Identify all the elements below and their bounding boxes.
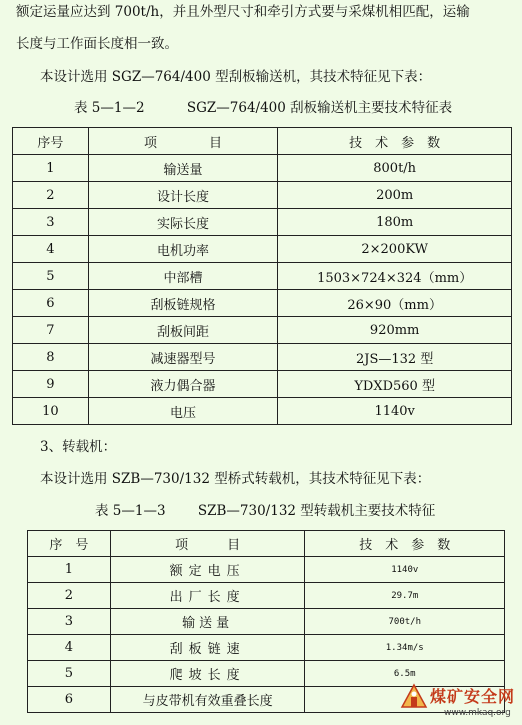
table1 [12,127,512,425]
table-row [13,344,512,371]
row-item: 液力偶合器 [88,371,278,398]
table-row [28,687,505,713]
row-index: 1 [13,155,89,182]
row-item: 与皮带机有效重叠长度 [110,687,305,713]
row-value: 800t/h [278,155,512,182]
row-value: 2JS—132 型 [278,344,512,371]
table-row [13,182,512,209]
row-item: 中部槽 [88,263,278,290]
row-item: 设计长度 [88,182,278,209]
table-row [28,661,505,687]
row-value: 180m [278,209,512,236]
row-value [305,687,505,713]
table-row [13,155,512,182]
table2-header-param: 技 术 参 数 [305,531,505,557]
table1-header-index: 序号 [13,128,89,155]
row-item: 减速器型号 [88,344,278,371]
row-item: 出厂长度 [110,583,305,609]
row-index: 8 [13,344,89,371]
intro-line-3: 本设计选用 SGZ—764/400 型刮板输送机，其技术特征见下表： [40,69,432,85]
row-index: 5 [13,263,89,290]
table-row [28,583,505,609]
table1-header-row [13,128,512,155]
row-value: 1140v [305,557,505,583]
row-index: 4 [13,236,89,263]
table2-header-index: 序 号 [28,531,111,557]
row-value: 1.34m/s [305,635,505,661]
table-row [13,290,512,317]
row-value: 6.5m [305,661,505,687]
row-item: 输送量 [88,155,278,182]
row-value: 26×90（mm） [278,290,512,317]
row-item: 刮板链规格 [88,290,278,317]
row-index: 6 [28,687,111,713]
row-value: 200m [278,182,512,209]
section3-heading: 3、转载机： [40,439,117,455]
row-item: 实际长度 [88,209,278,236]
row-value: 920mm [278,317,512,344]
row-index: 2 [28,583,111,609]
row-index: 3 [28,609,111,635]
row-index: 2 [13,182,89,209]
row-item: 刮板链速 [110,635,305,661]
table1-caption-title: SGZ—764/400 刮板输送机主要技术特征表 [186,100,453,116]
table1-header-param: 技 术 参 数 [278,128,512,155]
intro-line-2: 长度与工作面长度相一致。 [16,36,178,52]
row-index: 9 [13,371,89,398]
row-index: 4 [28,635,111,661]
row-value: 1140v [278,398,512,425]
row-index: 6 [13,290,89,317]
table1-caption [74,99,452,117]
row-value: 29.7m [305,583,505,609]
table-row [13,398,512,425]
row-item: 爬坡长度 [110,661,305,687]
table-row [13,263,512,290]
table-row [13,236,512,263]
row-value: 2×200KW [278,236,512,263]
row-value: YDXD560 型 [278,371,512,398]
table-row [13,371,512,398]
table1-header-item: 项 目 [88,128,278,155]
row-index: 10 [13,398,89,425]
table-row [28,557,505,583]
row-item: 电机功率 [88,236,278,263]
row-item: 刮板间距 [88,317,278,344]
section3-text: 本设计选用 SZB—730/132 型桥式转载机，其技术特征见下表： [40,471,431,487]
row-value: 700t/h [305,609,505,635]
table2-header-item: 项 目 [110,531,305,557]
intro-line-1: 额定运量应达到 700t/h，并且外型尺寸和牵引方式要与采煤机相匹配，运输 [16,4,470,20]
table2-caption-number: 表 5—1—3 [95,503,166,519]
row-index: 7 [13,317,89,344]
row-value: 1503×724×324（mm） [278,263,512,290]
table2 [27,530,505,713]
table-row [28,609,505,635]
row-index: 5 [28,661,111,687]
watermark-brand: 煤矿安全网 [430,687,516,706]
watermark-url: www.mkaq.org [444,708,511,718]
row-item: 额定电压 [110,557,305,583]
table1-caption-number: 表 5—1—2 [74,100,145,116]
table2-caption [95,502,435,520]
table-row [13,317,512,344]
table-row [13,209,512,236]
row-index: 3 [13,209,89,236]
row-item: 电压 [88,398,278,425]
table2-caption-title: SZB—730/132 型转载机主要技术特征 [197,503,436,519]
row-item: 输送量 [110,609,305,635]
row-index: 1 [28,557,111,583]
table-row [28,635,505,661]
table2-header-row [28,531,505,557]
